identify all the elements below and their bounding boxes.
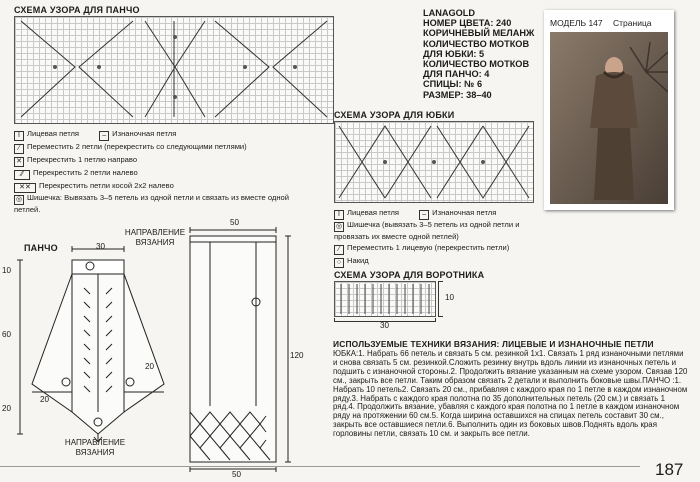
collar-height: 10 [445,293,455,302]
collar-height-line [438,281,443,317]
page-divider [0,466,640,467]
skirt-chart-grid [334,121,534,203]
instructions [333,339,689,439]
poncho-skeins-label: КОЛИЧЕСТВО МОТКОВ [423,59,530,70]
skirt-bobble-icon: ◎ [335,223,343,230]
poncho-chart-motifs [15,17,333,123]
model-photo [550,32,668,204]
skirt-legend [334,207,539,268]
instructions-heading: ИСПОЛЬЗУЕМЫЕ ТЕХНИКИ ВЯЗАНИЯ: ЛИЦЕВЫЕ И ИЗНАНОЧНЫЕ ПЕТЛИ [333,339,654,349]
skirt-height: 120 [290,351,304,360]
skirt-knit-icon: I [334,210,344,220]
skirt-skeins: ДЛЯ ЮБКИ: 5 [423,48,485,59]
skirt-bottom-width: 50 [232,470,242,479]
collar-width: 30 [380,321,390,330]
skirt-skeins-label: КОЛИЧЕСТВО МОТКОВ [423,38,530,49]
legend-cross-left: ⁄⁄ Перекрестить 2 петли налево [14,167,314,180]
yarn-meta [423,8,541,100]
model-caption [550,16,668,30]
skirt-purl-icon: – [419,210,429,220]
skirt-move-icon: ⁄ [334,245,344,255]
legend-cable-2x2: ✕✕ Перекрестить петли косой 2х2 налево [14,180,314,193]
poncho-dim-top: 30 [96,242,106,251]
instructions-text: ЮБКА:1. Набрать 66 петель и связать 5 см. резинкой 1х1. Связать 1 ряд изнаночными петлями и снова связать 5 см. резинкой.Сложить резинку внутрь вдоль линии из изнаночных петель и подшить с изнаночной стороны.2. Продолжить вязание указанным на схеме узором. Связав 120 см., закрыть все петли. Таким образом связать 2 детали и выполнить боковые швы.ПАНЧО :1. Набрать 10 петель2. Связать 20 см., прибавляя с каждого края по 1 петле в каждом изнаночном ряду.3. Набрать с каждого края полотна по 35 дополнительных петель (20 см.) и связать 1 ряд.4. Продолжить вязание, убавляя с каждого края полотна по 1 петле в каждом изнаночном ряду на протяжении 60 см.5. Когда ширина оставшихся на спицах петель составит 30 см., закрыть все оставшиеся петли.6. Выполнить один из боковых швов.Поднять вдоль края горловины петли, связать 10 см. и закрыть все петли. [333,349,688,439]
model-photo-card [544,10,674,210]
poncho-chart-grid [14,16,334,124]
page-reference: Страница [613,18,652,28]
skirt-chart-title: СХЕМА УЗОРА ДЛЯ ЮБКИ [334,110,455,120]
skirt-top-width: 50 [230,218,240,227]
poncho-chart-title: СХЕМА УЗОРА ДЛЯ ПАНЧО [14,5,140,15]
knit-stitch-icon: I [14,131,24,141]
color-name: КОРИЧНЕВЫЙ МЕЛАНЖ [423,28,535,39]
poncho-diagram-title: ПАНЧО [24,243,58,253]
color-number: НОМЕР ЦВЕТА: 240 [423,18,512,29]
yarn-over-icon: ○ [334,258,344,268]
skirt-chart-motifs [335,122,533,202]
collar-chart-title: СХЕМА УЗОРА ДЛЯ ВОРОТНИКА [334,270,485,280]
cross-left-icon: ⁄⁄ [14,170,30,180]
poncho-diagram [10,236,175,454]
skirt-legend-yarnover: ○ Накид [334,255,539,268]
brand: LANAGOLD [423,8,476,18]
bobble-icon: ◎ [15,196,23,203]
skirt-legend-knit: I Лицевая петля – Изнаночная петля [334,207,539,220]
collar-chart-grid [334,281,436,317]
legend-bobble: ◎ Шишечка: Вывязать 3–5 петель из одной петли и связать из вместе одной петлей. [14,193,289,214]
legend-move-two: ⁄ Переместить 2 петли (перекрестить со следующими петлями) [14,141,314,154]
page-number: 187 [655,460,684,479]
needles: СПИЦЫ: № 6 [423,79,483,90]
poncho-skeins: ДЛЯ ПАНЧО: 4 [423,69,490,80]
poncho-knit-direction: НАПРАВЛЕНИЕ ВЯЗАНИЯ [64,438,126,457]
skirt-diagram [180,226,300,476]
skirt-legend-move: ⁄ Переместить 1 лицевую (перекрестить петли) [334,242,539,255]
cross-right-icon: ✕ [14,157,24,167]
poncho-legend [14,128,314,215]
poncho-dim-bottom: 20 [2,404,12,413]
collar-chart-motifs [335,282,435,316]
poncho-dim-left: 20 [40,395,50,404]
skirt-legend-bobble: ◎ Шишечка (вывязать 3–5 петель из одной петли и провязать их вместе одной петлей) [334,220,520,241]
move-stitch-icon: ⁄ [14,144,24,154]
cable-2x2-icon: ✕✕ [14,183,36,193]
skirt-knit-direction: НАПРАВЛЕНИЕ ВЯЗАНИЯ [124,228,186,247]
poncho-dim-length: 60 [2,330,12,339]
legend-knit-stitch: I Лицевая петля – Изнаночная петля [14,128,314,141]
skirt-legend-purl-label: Изнаночная петля [432,208,497,217]
model-number: МОДЕЛЬ 147 [550,18,603,28]
poncho-dim-right: 20 [145,362,155,371]
size: РАЗМЕР: 38–40 [423,89,492,100]
poncho-dim-neck: 10 [2,266,12,275]
purl-stitch-icon: – [99,131,109,141]
legend-cross-right: ✕ Перекрестить 1 петлю направо [14,154,314,167]
legend-purl-label: Изнаночная петля [112,129,177,138]
